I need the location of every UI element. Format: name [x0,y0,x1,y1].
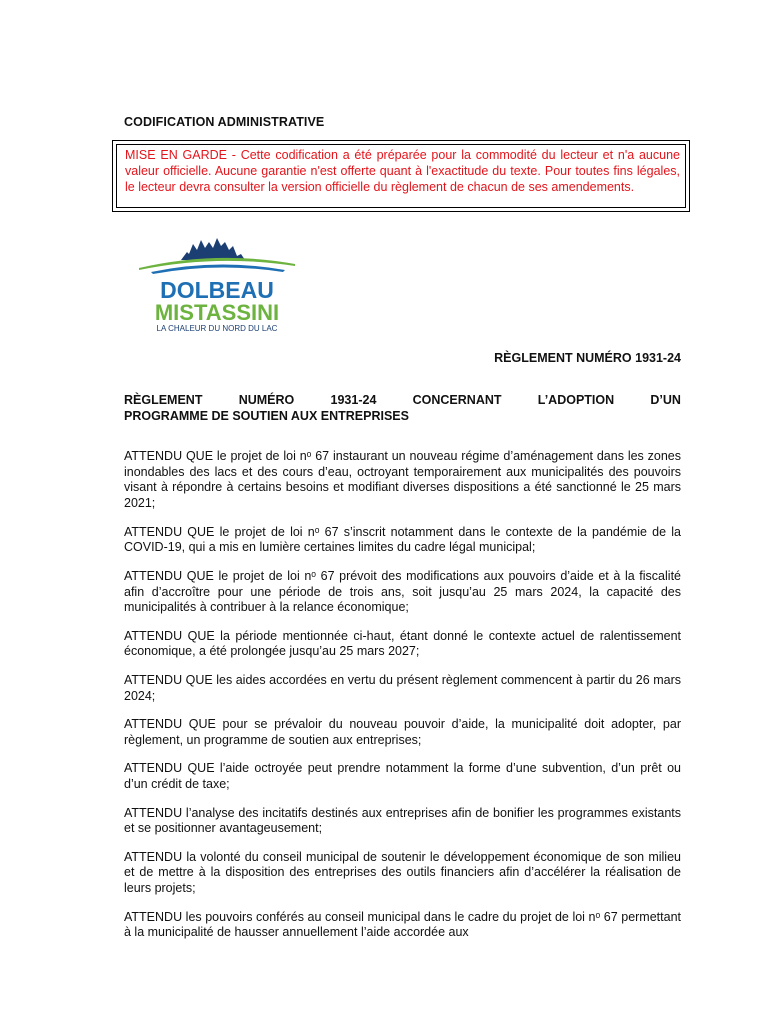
heading-word: NUMÉRO [238,393,295,407]
reglement-heading-line2: PROGRAMME DE SOUTIEN AUX ENTREPRISES [124,408,409,423]
heading-word: 1931-24 [330,393,377,407]
attendu-paragraph: ATTENDU QUE pour se prévaloir du nouveau pouvoir d’aide, la municipalité doit adopter, par règlement, un programme de soutien aux entreprises; [124,717,681,747]
city-logo [125,228,310,338]
attendu-paragraph: ATTENDU QUE l’aide octroyée peut prendre notamment la forme d’une subvention, d’un prêt ou d’un crédit de taxe; [124,761,681,792]
codification-title: CODIFICATION ADMINISTRATIVE [124,115,325,129]
attendu-paragraph: ATTENDU QUE les aides accordées en vertu du présent règlement commencent à partir du 26 mars 2024; [124,672,681,703]
attendu-paragraph: ATTENDU QUE le projet de loi nᵒ 67 prévoit des modifications aux pouvoirs d’aide et à la fiscalité afin d’accroître pour une période de trois ans, soit jusqu’au 25 mars 2024, la capacité des municipalités à contribuer à la relance économique; [124,568,681,615]
heading-word: D’UN [650,393,681,407]
warning-box [112,140,690,212]
attendu-paragraph: ATTENDU les pouvoirs conférés au conseil municipal dans le cadre du projet de loi nᵒ 67 permettant à la municipalité de hausser annuellement l’aide accordée aux [124,909,681,940]
logo-tagline: LA CHALEUR DU NORD DU LAC [156,324,278,333]
attendu-paragraph: ATTENDU QUE le projet de loi nᵒ 67 instaurant un nouveau régime d’aménagement dans les zones inondables des lacs et des cours d’eau, octroyant temporairement aux municipalités des pouvoirs visant à répondre à certains besoins et modifiant diverses dispositions a été sanctionné le 25 mars 2021; [124,449,681,511]
heading-word: L’ADOPTION [537,393,615,407]
reglement-number: RÈGLEMENT NUMÉRO 1931-24 [494,351,681,365]
dolbeau-mistassini-logo-icon [125,228,310,338]
warning-text: MISE EN GARDE - Cette codification a été préparée pour la commodité du lecteur et n'a aucune valeur officielle. Aucune garantie n'est offerte quant à l'exactitude du texte. Pour toutes fins légales, le lecteur devra consulter la version officielle du règlement de chacun de ses amendements. [116,144,686,208]
attendu-paragraph: ATTENDU l’analyse des incitatifs destinés aux entreprises afin de bonifier les programmes existants et se positionner avantageusement; [124,805,681,836]
logo-line1: DOLBEAU [160,277,274,303]
heading-word: CONCERNANT [412,393,502,407]
attendu-paragraph: ATTENDU QUE le projet de loi nᵒ 67 s’inscrit notamment dans le contexte de la pandémie de la COVID-19, qui a mis en lumière certaines limites du cadre légal municipal; [124,524,681,555]
logo-line2: MISTASSINI [154,300,280,325]
attendu-paragraph: ATTENDU la volonté du conseil municipal de soutenir le développement économique de son milieu et de mettre à la disposition des entreprises des outils financiers afin d’accélérer la réalisation de leurs projets; [124,849,681,896]
preamble [124,449,681,954]
reglement-heading [124,393,681,424]
attendu-paragraph: ATTENDU QUE la période mentionnée ci-haut, étant donné le contexte actuel de ralentissement économique, a été prolongée jusqu’au 25 mars 2027; [124,628,681,659]
heading-word: RÈGLEMENT [124,393,203,407]
forest-silhouette [181,238,245,260]
reglement-heading-line1 [124,393,681,409]
blue-arc [151,264,285,274]
